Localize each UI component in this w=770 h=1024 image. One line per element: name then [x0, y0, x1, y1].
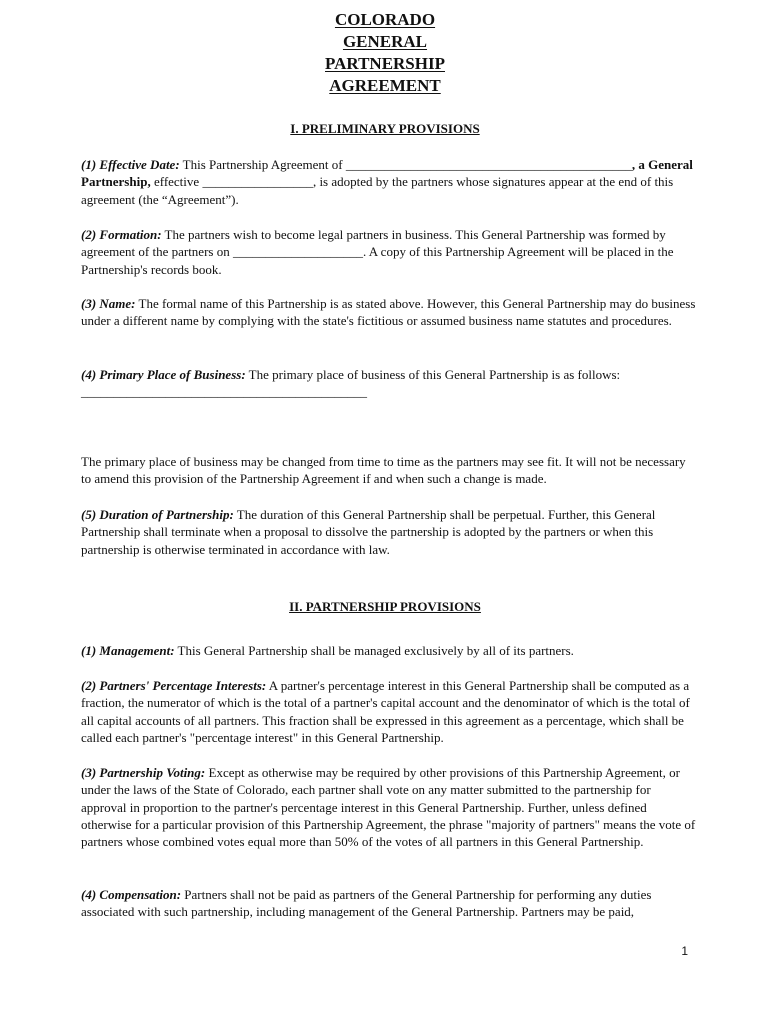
paragraph-compensation [81, 886, 697, 921]
clause-label: (2) Partners' Percentage Interests: [81, 678, 267, 693]
title-line: PARTNERSHIP [325, 54, 445, 73]
title-line: AGREEMENT [329, 76, 441, 95]
clause-label: (4) Compensation: [81, 887, 182, 902]
paragraph-place-change [81, 453, 697, 488]
clause-text: The formal name of this Partnership is as stated above. However, this General Partnership may do business under a different name by complying with the state's fictitious or assumed business name statutes and procedures. [81, 296, 696, 329]
clause-text: . A copy of this Partnership Agreement will be placed in the Partnership's records book. [81, 244, 674, 277]
title-line: COLORADO [334, 10, 436, 29]
paragraph-primary-place [81, 366, 697, 401]
clause-text: The primary place of business may be changed from time to time as the partners may see fit. It will not be necessary to amend this provision of the Partnership Agreement if and when such a change is made. [81, 454, 686, 487]
section-heading-partnership: II. PARTNERSHIP PROVISIONS [289, 599, 481, 614]
clause-text: The primary place of business of this General Partnership is as follows: [245, 367, 621, 382]
blank-line: ____________________________________________ [345, 157, 632, 172]
page-number: 1 [681, 944, 688, 958]
paragraph-formation [81, 226, 697, 278]
paragraph-name [81, 295, 697, 330]
clause-text-bold: , a General Partnership, [81, 157, 693, 190]
title-line: GENERAL [342, 32, 428, 51]
clause-text: A partner's percentage interest in this General Partnership shall be computed as a fraction, the numerator of which is the total of a partner's capital account and the denominator of which is the total of all capital accounts of all partners. This fraction shall be expressed in this agreement as a percentage, which shall be called each partner's "percentage interest" in this General Partnership. [81, 678, 690, 745]
paragraph-management [81, 642, 697, 659]
clause-label: (1) Management: [81, 643, 175, 658]
paragraph-voting [81, 764, 697, 850]
paragraph-percentage-interests [81, 677, 697, 746]
paragraph-duration [81, 506, 697, 558]
clause-label: (3) Name: [81, 296, 136, 311]
blank-line: _________________ [202, 174, 313, 190]
clause-text: This General Partnership shall be managed exclusively by all of its partners. [174, 643, 574, 658]
clause-text: effective [150, 174, 203, 190]
clause-text: Except as otherwise may be required by other provisions of this Partnership Agreement, or under the laws of the State of Colorado, each partner shall vote on any matter submitted to the partnership for approval in proportion to the partner's percentage interest in this General Partnership. Further, unless defined otherwise for a particular provision of this Partnership Agreement, the phrase "majority of partners" means the vote of partners whose combined votes equal more than 50% of the votes of all partners in this General Partnership. [81, 765, 696, 850]
section-heading-preliminary: I. PRELIMINARY PROVISIONS [290, 121, 480, 136]
paragraph-effective-date [81, 156, 697, 208]
document-title [0, 9, 770, 97]
blank-line: ____________________________________________ [81, 384, 367, 400]
clause-text: The partners wish to become legal partners in business. This General Partnership was formed by agreement of the partners on [81, 227, 666, 260]
clause-text: The duration of this General Partnership shall be perpetual. Further, this General Partnership shall terminate when a proposal to dissolve the partnership is adopted by the partners or when this partnership is otherwise terminated in accordance with law. [81, 507, 656, 557]
clause-text: Partners shall not be paid as partners of the General Partnership for performing any duties associated with such partnership, including management of the General Partnership. Partners may be paid, [81, 887, 652, 920]
clause-label: (4) Primary Place of Business: [81, 367, 246, 382]
clause-label: (2) Formation: [81, 227, 162, 242]
clause-label: (5) Duration of Partnership: [81, 507, 234, 522]
blank-line: ____________________ [232, 244, 363, 260]
clause-text: , is adopted by the partners whose signatures appear at the end of this agreement (the “Agreement”). [81, 174, 674, 207]
clause-label: (1) Effective Date: [81, 157, 180, 172]
clause-label: (3) Partnership Voting: [81, 765, 206, 780]
clause-text: This Partnership Agreement of [179, 157, 346, 172]
